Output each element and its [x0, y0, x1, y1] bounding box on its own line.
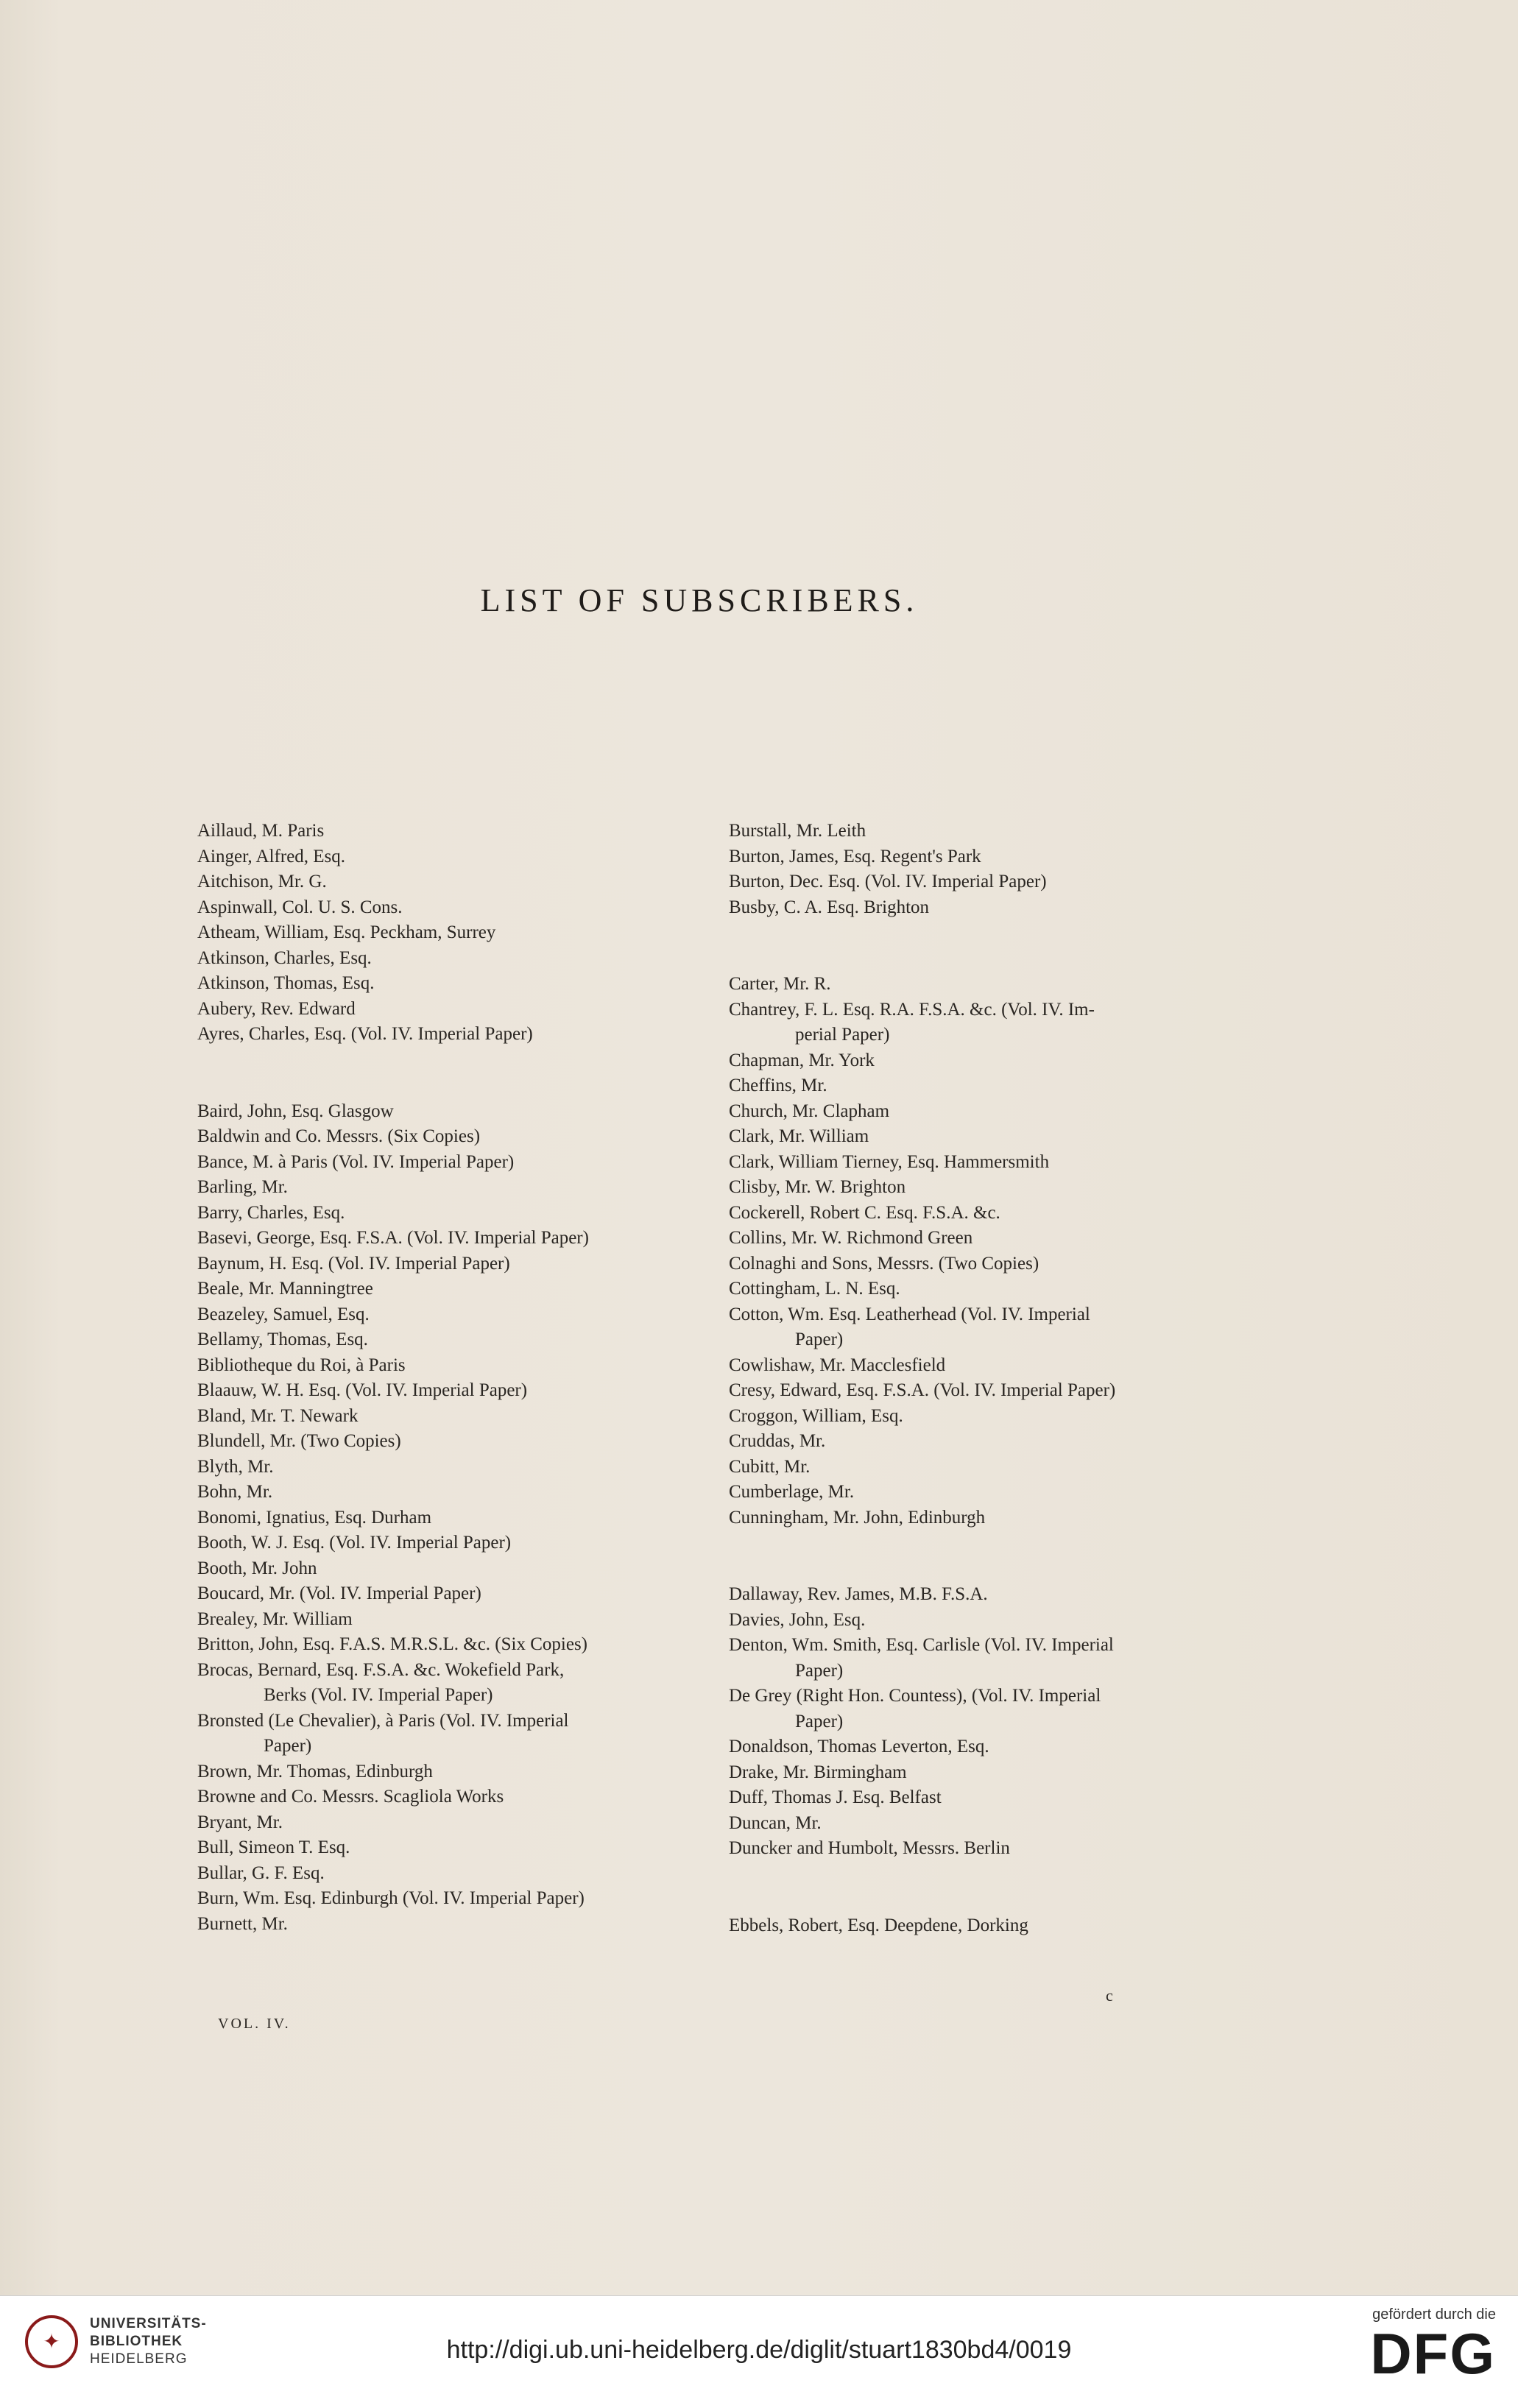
- subscriber-entry: [729, 869, 1200, 895]
- subscriber-name: Brocas, Bernard, Esq. F.S.A. &c. Wokefield Park,: [197, 1659, 565, 1680]
- subscriber-name: Cockerell, Robert C. Esq. F.S.A. &c.: [729, 1202, 1000, 1223]
- subscriber-name: Bland, Mr. T. Newark: [197, 1405, 359, 1426]
- subscriber-name: Burton, James, Esq. Regent's Park: [729, 846, 981, 866]
- subscriber-name: Browne and Co. Messrs. Scagliola Works: [197, 1787, 504, 1807]
- subscriber-name: Baynum, H. Esq. (Vol. IV. Imperial Paper): [197, 1253, 510, 1274]
- subscriber-name: Brown, Mr. Thomas, Edinburgh: [197, 1761, 433, 1782]
- dfg-logo: DFG: [1370, 2321, 1496, 2386]
- subscriber-name: Donaldson, Thomas Leverton, Esq.: [729, 1737, 989, 1756]
- subscriber-name: Clark, Mr. William: [729, 1126, 869, 1146]
- subscriber-entry: [197, 1530, 683, 1556]
- subscriber-name: Booth, Mr. John: [197, 1558, 317, 1578]
- subscriber-name: Dallaway, Rev. James, M.B. F.S.A.: [729, 1584, 988, 1604]
- subscriber-entry: [197, 1099, 683, 1125]
- subscriber-entry: [729, 972, 1200, 998]
- subscriber-entry: [197, 1759, 683, 1785]
- subscriber-entry: [729, 998, 1200, 1048]
- subscriber-name: Barling, Mr.: [197, 1177, 288, 1197]
- subscriber-name: Boucard, Mr. (Vol. IV. Imperial Paper): [197, 1583, 481, 1603]
- subscriber-name: Burnett, Mr.: [197, 1913, 288, 1934]
- subscriber-name: Duncan, Mr.: [729, 1812, 822, 1833]
- subscriber-name: Chantrey, F. L. Esq. R.A. F.S.A. &c. (Vol. IV. Im-: [729, 999, 1095, 1020]
- subscriber-entry: [197, 1912, 683, 1938]
- subscriber-entry: [197, 1835, 683, 1861]
- subscriber-entry: [729, 1175, 1200, 1201]
- subscriber-entry: [197, 1201, 683, 1226]
- subscriber-name-continuation: Paper): [264, 1736, 312, 1756]
- subscriber-entry: [729, 1734, 1200, 1760]
- subscriber-name: Blyth, Mr.: [197, 1456, 274, 1477]
- subscriber-entry: [197, 946, 683, 972]
- subscriber-entry: [197, 1124, 683, 1150]
- volume-signature: VOL. IV.: [218, 2016, 291, 2032]
- subscriber-entry: [197, 1022, 683, 1048]
- subscriber-name: Duncker and Humbolt, Messrs. Berlin: [729, 1838, 1010, 1858]
- subscriber-name: Aubery, Rev. Edward: [197, 998, 356, 1019]
- subscriber-name: Aillaud, M. Paris: [197, 821, 325, 841]
- subscriber-name: Ainger, Alfred, Esq.: [197, 846, 346, 866]
- subscriber-entry: [729, 1480, 1200, 1505]
- subscriber-entry: [197, 1607, 683, 1633]
- subscriber-name: Cheffins, Mr.: [729, 1076, 827, 1095]
- subscriber-entry: [729, 1785, 1200, 1811]
- subscriber-entry: [197, 1404, 683, 1430]
- subscriber-entry: [197, 1251, 683, 1277]
- subscriber-name: Cunningham, Mr. John, Edinburgh: [729, 1507, 986, 1528]
- subscriber-column-left: [197, 819, 683, 1937]
- subscriber-name: Carter, Mr. R.: [729, 974, 831, 994]
- subscriber-entry: [197, 1658, 683, 1709]
- subscriber-name: Cowlishaw, Mr. Macclesfield: [729, 1355, 946, 1375]
- subscriber-name: Burstall, Mr. Leith: [729, 821, 866, 841]
- subscriber-entry: [729, 1302, 1200, 1353]
- permalink-url[interactable]: http://digi.ub.uni-heidelberg.de/diglit/stuart1830bd4/0019: [446, 2336, 1072, 2364]
- funder-logo[interactable]: [1370, 2306, 1496, 2384]
- subscriber-name: Colnaghi and Sons, Messrs. (Two Copies): [729, 1253, 1039, 1274]
- subscriber-name: Britton, John, Esq. F.A.S. M.R.S.L. &c. (Six Copies): [197, 1634, 587, 1654]
- letter-group-gap: [729, 1530, 1200, 1582]
- subscriber-name: Bohn, Mr.: [197, 1482, 273, 1502]
- subscriber-entry: [197, 1429, 683, 1455]
- subscriber-entry: [197, 1810, 683, 1836]
- subscriber-name: Aitchison, Mr. G.: [197, 872, 327, 891]
- subscriber-entry: [729, 895, 1200, 921]
- subscriber-entry: [197, 1378, 683, 1404]
- subscriber-entry: [197, 1327, 683, 1353]
- subscriber-entry: [197, 1709, 683, 1759]
- subscriber-name: Bull, Simeon T. Esq.: [197, 1837, 350, 1857]
- subscriber-name: Clisby, Mr. W. Brighton: [729, 1177, 906, 1197]
- subscriber-entry: [197, 1150, 683, 1176]
- funded-label: gefördert durch die: [1372, 2306, 1496, 2323]
- subscriber-entry: [729, 819, 1200, 844]
- library-name-line3: HEIDELBERG: [90, 2351, 188, 2367]
- letter-group-gap: [729, 920, 1200, 972]
- letter-group-gap: [197, 1048, 683, 1099]
- subscriber-entry: [729, 1099, 1200, 1125]
- subscriber-entry: [197, 971, 683, 997]
- subscriber-entry: [729, 1048, 1200, 1074]
- subscriber-name: Booth, W. J. Esq. (Vol. IV. Imperial Paper): [197, 1533, 512, 1553]
- subscriber-entry: [729, 1073, 1200, 1099]
- subscriber-name: Brealey, Mr. William: [197, 1609, 353, 1629]
- subscriber-entry: [729, 844, 1200, 870]
- subscriber-entry: [729, 1378, 1200, 1404]
- subscriber-entry: [197, 997, 683, 1023]
- subscriber-name: Drake, Mr. Birmingham: [729, 1762, 907, 1782]
- subscriber-entry: [197, 1581, 683, 1607]
- subscriber-entry: [197, 819, 683, 844]
- subscriber-entry: [197, 1226, 683, 1251]
- subscriber-name: Atkinson, Charles, Esq.: [197, 947, 372, 968]
- subscriber-name: Atheam, William, Esq. Peckham, Surrey: [197, 922, 496, 942]
- subscriber-entry: [197, 1556, 683, 1582]
- subscriber-name: Atkinson, Thomas, Esq.: [197, 973, 375, 993]
- subscriber-entry: [729, 1633, 1200, 1684]
- subscriber-name: Beazeley, Samuel, Esq.: [197, 1304, 370, 1324]
- subscriber-name: Church, Mr. Clapham: [729, 1101, 890, 1121]
- subscriber-entry: [197, 920, 683, 946]
- subscriber-name: Bryant, Mr.: [197, 1812, 283, 1832]
- subscriber-entry: [729, 1455, 1200, 1480]
- subscriber-entry: [729, 1608, 1200, 1634]
- subscriber-entry: [197, 1302, 683, 1328]
- subscriber-name: Burton, Dec. Esq. (Vol. IV. Imperial Paper): [729, 872, 1047, 891]
- subscriber-name: Beale, Mr. Manningtree: [197, 1279, 373, 1299]
- subscriber-name: De Grey (Right Hon. Countess), (Vol. IV. Imperial: [729, 1686, 1101, 1706]
- signature-mark: c: [1106, 1986, 1113, 2005]
- subscriber-entry: [729, 1150, 1200, 1176]
- subscriber-name: Baird, John, Esq. Glasgow: [197, 1101, 394, 1121]
- subscriber-entry: [197, 1353, 683, 1379]
- subscriber-entry: [197, 1455, 683, 1480]
- subscriber-entry: [197, 895, 683, 921]
- subscriber-entry: [729, 1277, 1200, 1302]
- subscriber-entry: [729, 1251, 1200, 1277]
- subscriber-name: Cumberlage, Mr.: [729, 1482, 855, 1502]
- subscriber-entry: [729, 1226, 1200, 1251]
- subscriber-name-continuation: Paper): [795, 1711, 844, 1731]
- subscriber-name: Cottingham, L. N. Esq.: [729, 1279, 900, 1299]
- subscriber-name: Cruddas, Mr.: [729, 1431, 826, 1451]
- subscriber-entry: [729, 1353, 1200, 1379]
- subscriber-entry: [729, 1684, 1200, 1734]
- subscriber-name: Bance, M. à Paris (Vol. IV. Imperial Paper): [197, 1151, 515, 1172]
- subscriber-name: Ebbels, Robert, Esq. Deepdene, Dorking: [729, 1915, 1028, 1935]
- subscriber-name: Barry, Charles, Esq.: [197, 1202, 345, 1223]
- subscriber-entry: [197, 1505, 683, 1531]
- viewer-footer-bar: [0, 2295, 1518, 2408]
- subscriber-name: Bronsted (Le Chevalier), à Paris (Vol. IV. Imperial: [197, 1710, 569, 1731]
- library-name-line2: BIBLIOTHEK: [90, 2334, 183, 2349]
- subscriber-entry: [197, 1632, 683, 1658]
- subscriber-name: Chapman, Mr. York: [729, 1050, 875, 1070]
- subscriber-entry: [729, 1913, 1200, 1939]
- subscriber-name-continuation: Paper): [795, 1330, 844, 1349]
- subscriber-name: Basevi, George, Esq. F.S.A. (Vol. IV. Imperial Paper): [197, 1228, 589, 1248]
- subscriber-entry: [729, 1404, 1200, 1430]
- library-name-line1: UNIVERSITÄTS-: [90, 2316, 207, 2331]
- subscriber-entry: [729, 1124, 1200, 1150]
- page-title: LIST OF SUBSCRIBERS.: [480, 582, 919, 618]
- subscriber-name: Bibliotheque du Roi, à Paris: [197, 1355, 406, 1375]
- subscriber-entry: [729, 1836, 1200, 1862]
- subscriber-name: Bonomi, Ignatius, Esq. Durham: [197, 1507, 432, 1528]
- subscriber-name: Cotton, Wm. Esq. Leatherhead (Vol. IV. Imperial: [729, 1304, 1090, 1324]
- subscriber-entry: [729, 1811, 1200, 1837]
- subscriber-entry: [197, 1784, 683, 1810]
- subscriber-name: Collins, Mr. W. Richmond Green: [729, 1228, 973, 1248]
- subscriber-name: Aspinwall, Col. U. S. Cons.: [197, 897, 403, 917]
- subscriber-name: Ayres, Charles, Esq. (Vol. IV. Imperial Paper): [197, 1024, 533, 1044]
- letter-group-gap: [729, 1862, 1200, 1913]
- subscriber-name: Blaauw, W. H. Esq. (Vol. IV. Imperial Paper): [197, 1380, 528, 1400]
- subscriber-name: Burn, Wm. Esq. Edinburgh (Vol. IV. Imperial Paper): [197, 1888, 585, 1908]
- subscriber-entry: [729, 1201, 1200, 1226]
- subscriber-name: Cubitt, Mr.: [729, 1456, 811, 1477]
- subscriber-name: Denton, Wm. Smith, Esq. Carlisle (Vol. IV. Imperial: [729, 1635, 1114, 1655]
- subscriber-name-continuation: perial Paper): [795, 1025, 890, 1045]
- subscriber-entry: [197, 1175, 683, 1201]
- subscriber-entry: [197, 1480, 683, 1505]
- subscriber-name: Croggon, William, Esq.: [729, 1405, 903, 1426]
- subscriber-name: Duff, Thomas J. Esq. Belfast: [729, 1787, 942, 1807]
- subscriber-entry: [197, 844, 683, 870]
- university-seal-icon: ✦: [25, 2315, 78, 2368]
- subscriber-column-right: [729, 819, 1200, 1938]
- subscriber-name-continuation: Berks (Vol. IV. Imperial Paper): [264, 1685, 493, 1705]
- subscriber-name: Clark, William Tierney, Esq. Hammersmith: [729, 1151, 1050, 1172]
- subscriber-name: Cresy, Edward, Esq. F.S.A. (Vol. IV. Imperial Paper): [729, 1380, 1116, 1400]
- subscriber-name: Davies, John, Esq.: [729, 1609, 866, 1630]
- subscriber-entry: [729, 1429, 1200, 1455]
- subscriber-entry: [729, 1505, 1200, 1531]
- subscriber-name: Baldwin and Co. Messrs. (Six Copies): [197, 1126, 481, 1146]
- subscriber-name: Bellamy, Thomas, Esq.: [197, 1330, 368, 1349]
- subscriber-name: Busby, C. A. Esq. Brighton: [729, 897, 930, 917]
- subscriber-entry: [729, 1760, 1200, 1786]
- subscriber-entry: [197, 1861, 683, 1887]
- subscriber-name: Bullar, G. F. Esq.: [197, 1863, 325, 1883]
- subscriber-entry: [197, 869, 683, 895]
- subscriber-entry: [197, 1277, 683, 1302]
- subscriber-entry: [729, 1582, 1200, 1608]
- subscriber-name-continuation: Paper): [795, 1660, 844, 1681]
- subscriber-name: Blundell, Mr. (Two Copies): [197, 1431, 401, 1451]
- subscriber-entry: [197, 1886, 683, 1912]
